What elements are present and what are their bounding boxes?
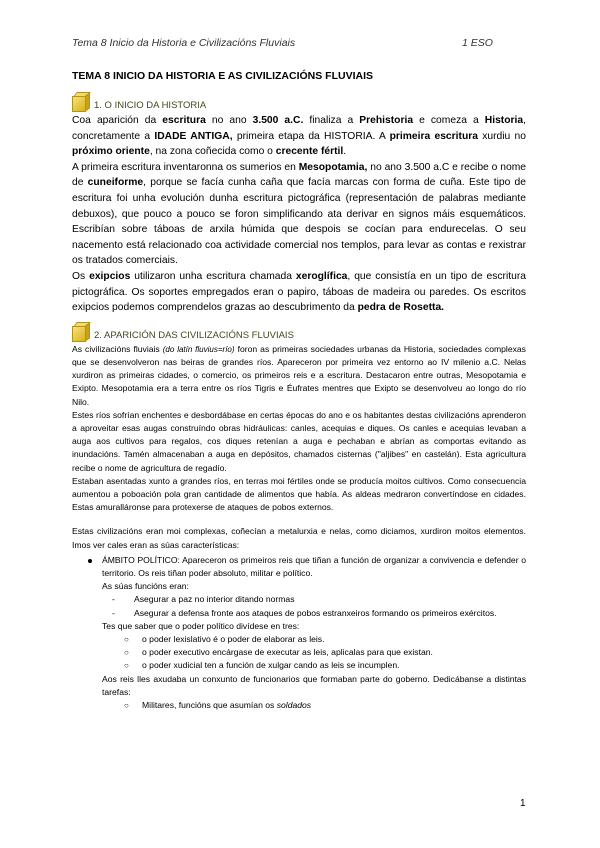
- page-number: 1: [520, 798, 526, 809]
- powers-intro: Tes que saber que o poder político divídese en tres:: [102, 620, 300, 631]
- section-2-paragraph-3: Estaban asentadas xunto a grandes ríos, en terras moi fértiles onde se producía moitos cultivos. Como consecuencia aumentou a poboación pola gran cantidade de alimentos que había. As aldeas medraron convertíndose en cidades. Estas amuralláronse para protexerse de ataques de pobos externos.: [72, 475, 526, 513]
- list-item: ○ o poder executivo encárgase de executar as leis, aplicalas para que existan.: [124, 646, 526, 659]
- document-title: TEMA 8 INICIO DA HISTORIA E AS CIVILIZACIÓNS FLUVIAIS: [72, 70, 374, 82]
- cube-icon: [72, 92, 90, 112]
- cube-icon: [72, 322, 90, 342]
- functions-list: [72, 593, 526, 619]
- section-2-heading: [72, 318, 526, 342]
- list-item: - Asegurar a paz no interior ditando normas: [112, 593, 526, 606]
- section-2-paragraph-2: Estes ríos sofrían enchentes e desbordábase en certas épocas do ano e os habitantes destas civilizacións aprenderon a aproveitar esas augas construíndo obras hidráulicas: canles, acequias e diques. Os canles e acequias levaban a auga aos cultivos para regalos, cos diques retenían a auga e pechaban e abrían as comportas evitando as inundacións. Tamén almacenaban a auga en depósitos, chamados cisternas ("aljibes" en castelán). Esta agricultura recibe o nome de agricultura de regadío.: [72, 409, 526, 473]
- section-2-paragraph-1: As civilizacións fluviais (do latín fluvius=río) foron as primeiras sociedades urbanas da Historia, sociedades complexas que se desenvolveron nas beiras de grandes ríos. Apareceron por primeira vez entorno ao IV milenio a.C. Nelas xurdiron as primeiras cidades, o comercio, os primeiros reis e a escritura. Destacaron entre outras, Mesopotamia e Exipto. Mesopotamia era a terra entre os ríos Tigris e Éufrates mentres que Exipto se desenvolveu ao longo do río Nilo.: [72, 343, 526, 407]
- section-1-title: 1. O INICIO DA HISTORIA: [94, 100, 207, 111]
- section-1-paragraph-2: A primeira escritura inventaronna os sumerios en Mesopotamia, no ano 3.500 a.C e recibe o nome de cuneiforme, porque se facía cunha caña que facía marcas con forma de cuña. Este tipo de escritura foi unha evolución dunha escritura pictográfica (representación de palabras mediante debuxos), que pouco a pouco se foron simplificando ata derivar en signos máis esquemáticos. Escribían sobre táboas de arxila húmida que despois se cocían para endurecelas. O seu nacemento está relacionado coa actividade comercial nos templos, para levar as contas e rexistrar os tratados comerciais.: [72, 161, 526, 267]
- list-item: ○ o poder xudicial ten a función de xulgar cando as leis se incumplen.: [124, 659, 526, 672]
- powers-list: [72, 633, 526, 673]
- bullet-political: ÁMBITO POLÍTICO: Apareceron os primeiros reis que tiñan a función de organizar a convivencia e defender o territorio. Os reis tiñan poder absoluto, militar e político.: [72, 554, 526, 580]
- section-1-paragraph-3: Os exipcios utilizaron unha escritura chamada xeroglífica, que consistía en un tipo de escritura pictográfica. Os soportes empregados eran o papiro, táboas de madeira ou paredes. Os escritos exipcios podemos comprendelos grazas ao descubrimento da pedra de Rosetta.: [72, 270, 526, 314]
- officials-text: Aos reis lles axudaba un conxunto de funcionarios que formaban parte do goberno. Dedicábanse a distintas tarefas:: [102, 673, 526, 697]
- section-2-paragraph-4: Estas civilizacións eran moi complexas, coñecían a metalurxia e nelas, como diciamos, xurdiron moitos elementos. Imos ver cales eran as súas características:: [72, 526, 526, 550]
- list-item: - Asegurar a defensa fronte aos ataques de pobos estranxeiros formando os primeiros exércitos.: [112, 607, 526, 620]
- header-right: 1 ESO: [462, 37, 493, 49]
- header-left: Tema 8 Inicio da Historia e Civilizacións Fluviais: [72, 37, 296, 49]
- list-item: ○ o poder lexislativo é o poder de elaborar as leis.: [124, 633, 526, 646]
- functions-intro: As súas funcións eran:: [102, 581, 189, 592]
- section-1-paragraph-1: Coa aparición da escritura no ano 3.500 a.C. finaliza a Prehistoria e comeza a Historia, concretamente a IDADE ANTIGA, primeira etapa da HISTORIA. A primeira escritura xurdiu no próximo oriente, na zona coñecida como o crecente fértil.: [72, 115, 526, 158]
- section-2-title: 2. APARICIÓN DAS CIVILIZACIÓNS FLUVIAIS: [94, 329, 294, 341]
- section-1-heading: [72, 88, 526, 112]
- bullet-dot-icon: [88, 559, 92, 563]
- page-content: [72, 70, 526, 712]
- tasks-list: [72, 699, 526, 712]
- list-item: ○ Militares, funcións que asumían os soldados: [124, 699, 526, 712]
